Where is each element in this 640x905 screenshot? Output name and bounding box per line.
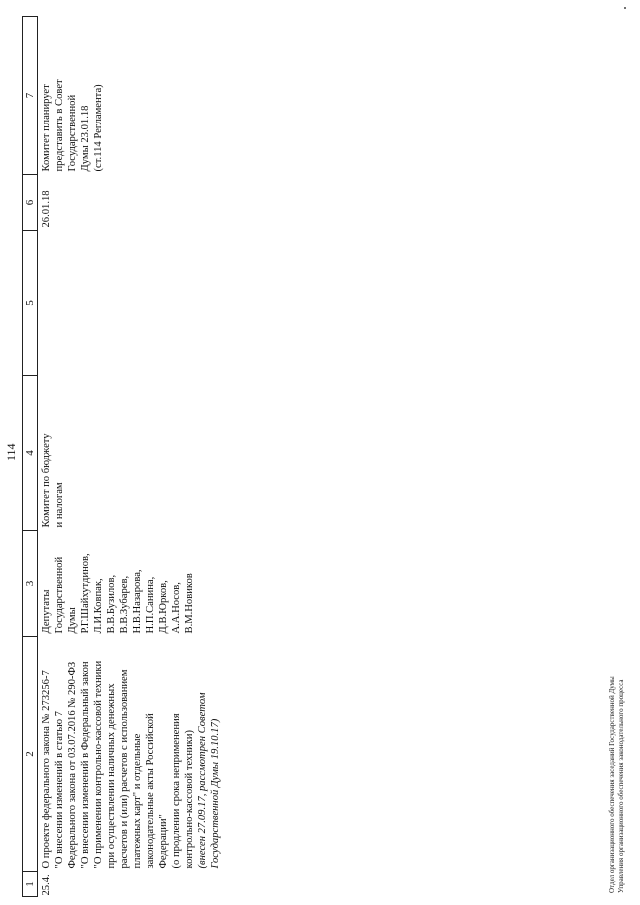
bill-title-cell	[38, 637, 223, 872]
bill-title: О проекте федерального закона № 273256-7 "О внесении изменений в статью 7 Федерального закона от 03.07.2016 № 290-ФЗ "О внесении изменений в Федеральный закон "О применении контрольно-кассовой техники при осуществлении наличных денежных расчетов и (или) расчетов с использованием платежных карт" и отдельные законодательные акты Российской Федерации" (о продлении срока неприменения контрольно-кассовой техники)	[41, 660, 195, 869]
date-cell: 26.01.18	[41, 190, 52, 228]
table-row	[38, 17, 223, 897]
column-header-3: 3	[23, 531, 38, 637]
column-header-2: 2	[23, 637, 38, 872]
legislation-table	[22, 16, 222, 897]
column-header-5: 5	[23, 231, 38, 376]
header-row	[23, 17, 38, 897]
initiators-cell: Депутаты Государственной Думы Р.Г.Шайхутдинов, Л.И.Ковпак, В.В.Бузилов, В.В.Зубарев, Н.В.Назарова, Н.П.Санина, Д.В.Юрков, А.А.Носов, В.М.Новиков	[41, 553, 195, 634]
footer-department: Отдел организационного обеспечения заседаний Государственной Думы	[608, 676, 616, 893]
column-header-1: 1	[23, 872, 38, 897]
footer-directorate: Управления организационного обеспечения законодательного процесса	[617, 679, 625, 893]
bill-note: (внесен 27.09.17, рассмотрен Советом Государственной Думы 19.10.17)	[197, 692, 221, 869]
note-cell: Комитет планирует представить в Совет Государственной Думы 23.01.18 (ст.114 Регламента)	[41, 79, 104, 172]
column-header-4: 4	[23, 376, 38, 531]
scan-speck	[624, 7, 626, 9]
column-header-7: 7	[23, 17, 38, 175]
committee-cell: Комитет по бюджету и налогам	[41, 433, 65, 528]
row-number: 25.4.	[41, 874, 52, 896]
column-header-6: 6	[23, 175, 38, 231]
page-number: 114	[4, 443, 18, 461]
column-5-cell	[38, 231, 223, 376]
